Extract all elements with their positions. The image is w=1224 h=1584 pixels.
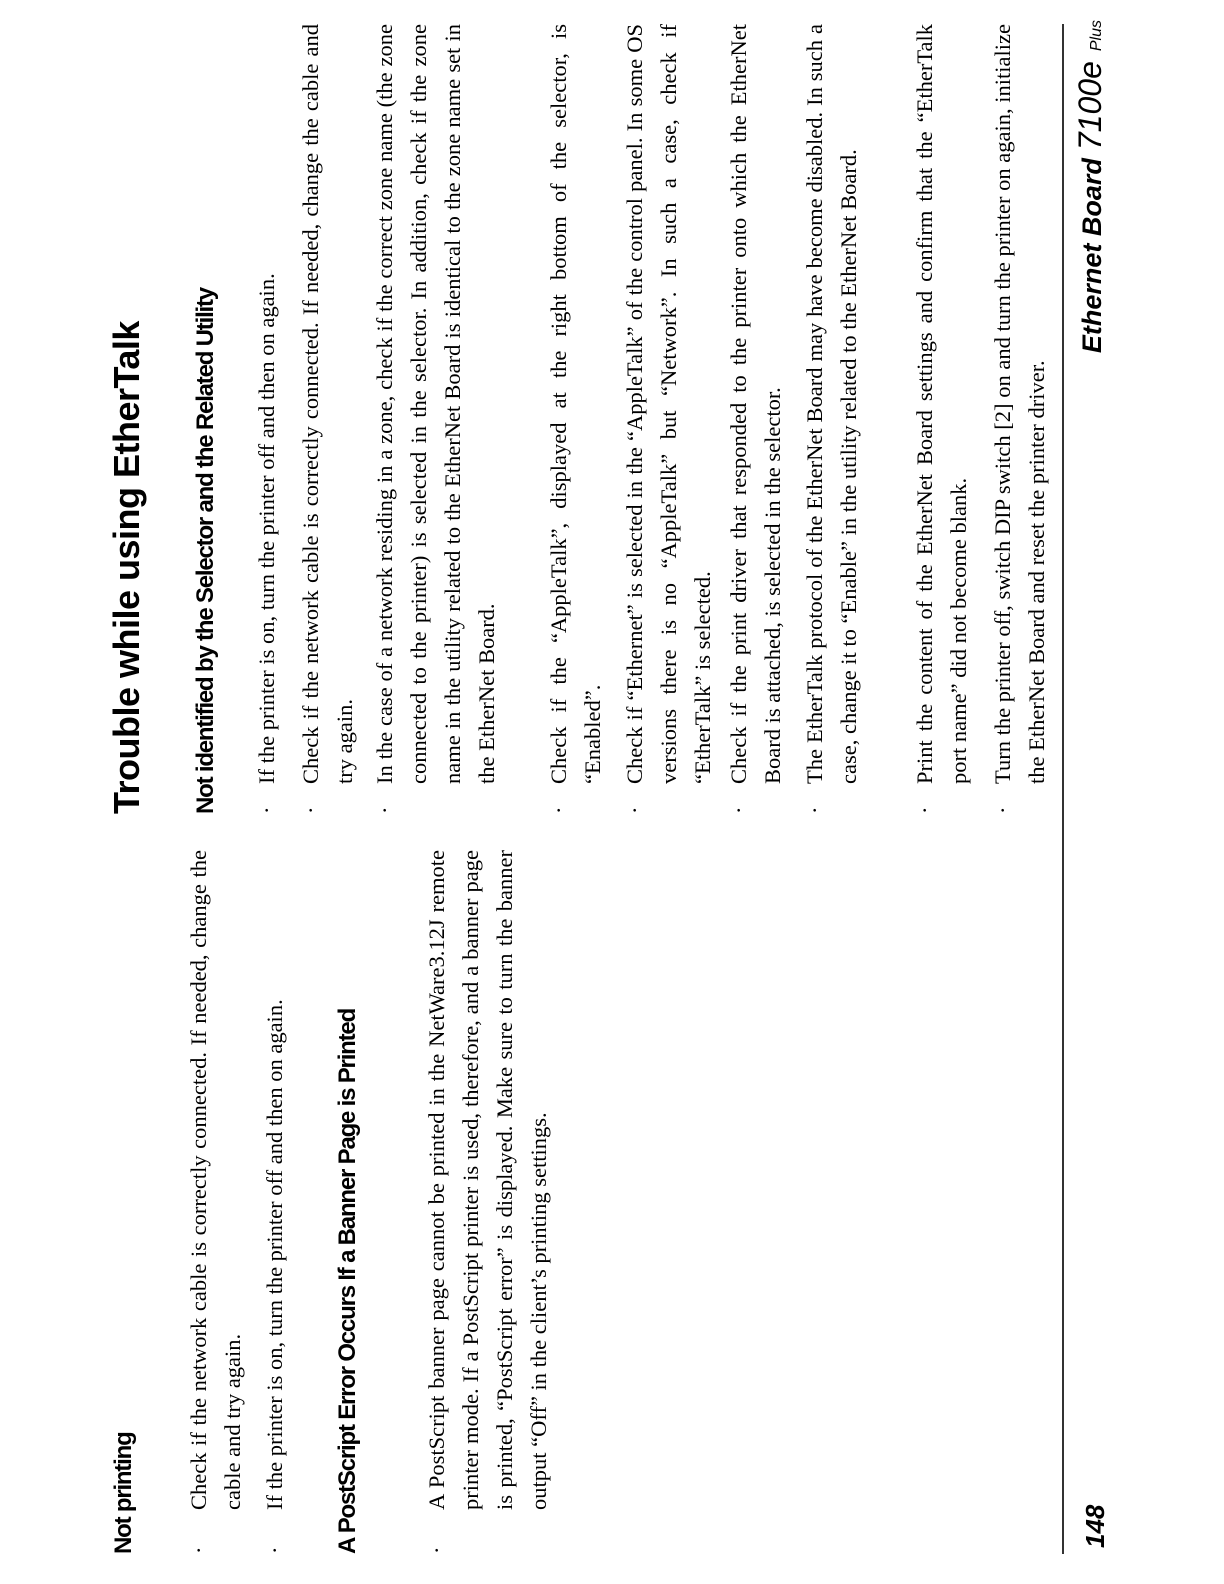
bullet: · bbox=[298, 806, 323, 814]
bullet: · bbox=[726, 806, 751, 814]
product-brand bbox=[1072, 20, 1109, 353]
list-item: · Print the content of the EtherNet Board settings and confirm that the “EtherTalk port name” did not become blank. bbox=[908, 24, 976, 784]
brand-name: Ethernet Board bbox=[1077, 158, 1107, 354]
bullet: · bbox=[254, 806, 279, 814]
bullet: · bbox=[622, 806, 647, 814]
bullet: · bbox=[372, 806, 397, 814]
list-item: · In the case of a network residing in a zone, check if the correct zone name (the zone connected to the printer) is selected in the selector. In addition, check if the zone name in the utility related to the EtherNet Board is identical to the zone name set in the EtherNet Board. bbox=[368, 24, 504, 784]
bullet: · bbox=[990, 806, 1015, 814]
bullet: · bbox=[424, 1546, 449, 1554]
list-item: · A PostScript banner page cannot be printed in the NetWare3.12J remote printer mode. If a PostScript printer is used, therefore, and a banner page is printed, “PostScript error” is displayed. Make sure to turn the banner output “Off” in the client’s printing settings. bbox=[420, 850, 556, 1510]
footer-rule bbox=[1062, 24, 1064, 1554]
bullet: · bbox=[546, 806, 571, 814]
brand-model: 7100e bbox=[1072, 61, 1108, 151]
list-item: · Check if the network cable is correctly connected. If needed, change the cable and try again. bbox=[294, 24, 362, 784]
list-item: · Turn the printer off, switch DIP switch [2] on and turn the printer on again, initialize the EtherNet Board and reset the printer driver. bbox=[986, 24, 1054, 784]
list-item: · Check if “Ethernet” is selected in the “AppleTalk” of the control panel. In some OS versions there is no “AppleTalk” but “Network”. In such a case, check if “EtherTalk” is selected. bbox=[618, 24, 720, 784]
page-title: Trouble while using EtherTalk bbox=[106, 321, 147, 814]
list-item: · Check if the network cable is correctly connected. If needed, change the cable and try again. bbox=[182, 850, 250, 1510]
list-item: · If the printer is on, turn the printer off and then on again. bbox=[258, 850, 292, 1510]
bullet: · bbox=[802, 806, 827, 814]
list-item: · The EtherTalk protocol of the EtherNet Board may have become disabled. In such a case, change it to “Enable” in the utility related to the EtherNet Board. bbox=[798, 24, 866, 784]
brand-suffix: Plus bbox=[1088, 20, 1105, 52]
heading-not-printing: Not printing bbox=[110, 1432, 137, 1554]
heading-postscript-error: A PostScript Error Occurs If a Banner Page is Printed bbox=[334, 1008, 361, 1554]
bullet: · bbox=[262, 1546, 287, 1554]
bullet: · bbox=[186, 1546, 211, 1554]
list-item: · Check if the print driver that responded to the printer onto which the EtherNet Board is attached, is selected in the selector. bbox=[722, 24, 790, 784]
page-number: 148 bbox=[1080, 1504, 1110, 1548]
list-item: · If the printer is on, turn the printer off and then on again. bbox=[250, 24, 284, 784]
list-item: · Check if the “AppleTalk”, displayed at the right bottom of the selector, is “Enabled”. bbox=[542, 24, 610, 784]
bullet: · bbox=[912, 806, 937, 814]
subheading-not-identified: Not identified by the Selector and the Related Utility bbox=[192, 288, 219, 814]
